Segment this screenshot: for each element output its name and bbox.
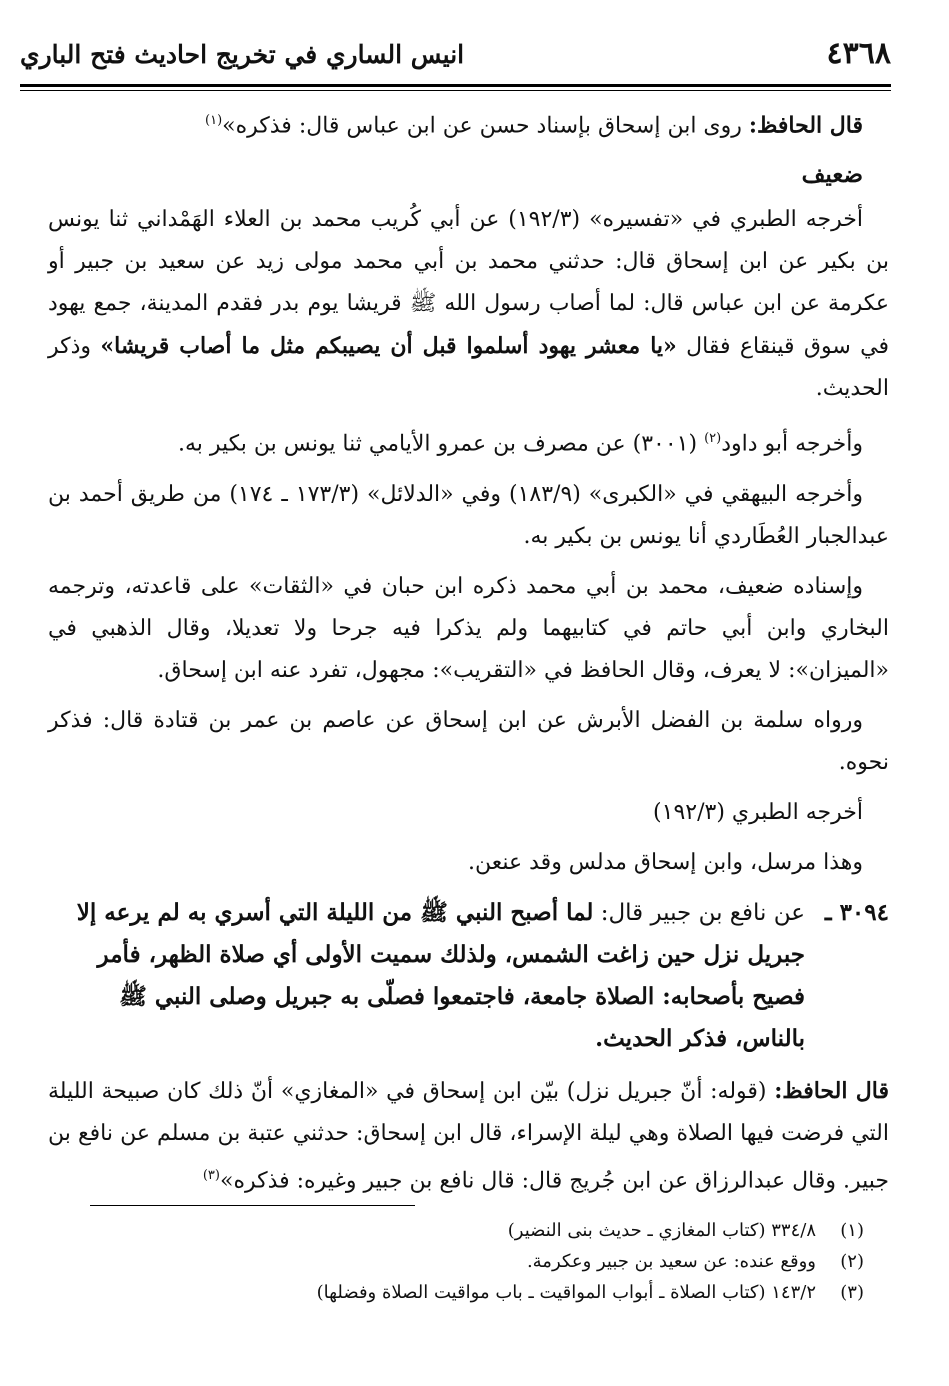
hadith-number: ٣٠٩٤ ـ [824,898,889,926]
mursal-paragraph: وهذا مرسل، وابن إسحاق مدلس وقد عنعن. [468,849,863,875]
isnad-grade-paragraph: وإسناده ضعيف، محمد بن أبي محمد ذكره ابن حبان في «الثقات» على قاعدته، وترجمه البخاري وابن أبي حاتم في كتابيهما ولم يذكرا فيه جرحا ولا تعديلا، وقال الذهبي في «الميزان»: لا يعرف، وقال الحافظ في «التقريب»: مجهول، تفرد عنه ابن إسحاق. [48,573,889,683]
takhrij-paragraph-tabari [48,199,889,410]
hadith-quote: «يا معشر يهود أسلموا قبل أن يصيبكم مثل ما أصاب قريشا» [100,333,677,360]
footnote-ref: (١) [205,113,223,128]
hafiz-text: روى ابن إسحاق بإسناد حسن عن ابن عباس قال: فذكره» [222,113,749,139]
page-header [20,36,891,80]
footnote-text: ووقع عنده: عن سعيد بن جبير وعكرمة. [526,1251,816,1272]
footnote-ref: (٣) [202,1167,220,1183]
hadith-entry [48,892,889,1060]
footnotes [60,1215,864,1308]
hadith-intro: عن نافع بن جبير قال: [593,899,805,926]
hafiz-commentary-paragraph [48,1070,889,1202]
footnote [60,1277,864,1308]
footnote-text: ١٤٣/٢ (كتاب الصلاة ـ أبواب المواقيت ـ باب مواقيت الصلاة وفضلها) [316,1282,816,1303]
paragraph-text: وأخرجه أبو داود [721,431,863,457]
hafiz-text: (قوله: أنّ جبريل نزل) بيّن ابن إسحاق في «المغازي» أنّ ذلك كان صبيحة الليلة التي فرضت فيها الصلاة وهي ليلة الإسراء، قال ابن إسحاق: حدثني عتبة بن مسلم عن نافع بن جبير. وقال عبدالرزاق عن ابن جُريج قال: قال نافع بن جبير وغيره: فذكره» [48,1078,889,1193]
paragraph-tail: وذكر الحديث. [48,334,889,402]
footnote-number: (٢) [840,1251,864,1272]
book-title: انيس الساري في تخريج احاديث فتح الباري [20,40,465,69]
hadith-text: لما أصبح النبي ﷺ من الليلة التي أسري به لم يرعه إلا جبريل نزل حين زاغت الشمس، ولذلك سميت الأولى أي صلاة الظهر، فأمر فصيح بأصحابه: الصلاة جامعة، فاجتمعوا فصلّى به جبريل وصلى النبي ﷺ بالناس، فذكر الحديث. [76,898,805,1052]
footnote-separator [90,1205,415,1206]
tabari-ref-paragraph: أخرجه الطبري (١٩٢/٣) [653,799,863,825]
salama-paragraph: ورواه سلمة بن الفضل الأبرش عن ابن إسحاق عن عاصم بن عمر بن قتادة قال: فذكر نحوه. [48,707,889,775]
takhrij-paragraph-abudawud [48,418,889,465]
grade-heading: ضعيف [801,161,863,189]
paragraph-text: أخرجه الطبري في «تفسيره» (١٩٢/٣) عن أبي كُريب محمد بن العلاء الهَمْداني ثنا يونس بن بكير عن ابن إسحاق قال: حدثني محمد بن أبي محمد مولى زيد عن سعيد بن جبير أو عكرمة عن ابن عباس قال: لما أصاب رسول الله ﷺ قريشا يوم بدر فقدم المدينة، جمع يهود في سوق قينقاع فقال [48,207,890,360]
takhrij-paragraph-bayhaqi: وأخرجه البيهقي في «الكبرى» (١٨٣/٩) وفي «الدلائل» (١٧٣/٣ ـ ١٧٤) من طريق أحمد بن عبدالجبار العُطَاردي أنا يونس بن بكير به. [48,481,889,549]
header-rule [20,84,891,87]
paragraph-tail: (٣٠٠١) عن مصرف بن عمرو الأيامي ثنا يونس بن بكير به. [177,431,705,457]
page-body [48,100,889,1210]
footnote [60,1246,864,1277]
footnote-ref: (٢) [704,431,722,447]
footnote-text: ٣٣٤/٨ (كتاب المغازي ـ حديث بنى النضير) [507,1220,816,1241]
footnote-number: (١) [840,1220,864,1241]
hafiz-label: قال الحافظ: [748,112,863,139]
hafiz-quote-paragraph [48,100,889,147]
page-number: ٤٣٦٨ [826,36,891,71]
header-rule-thin [20,90,891,91]
hafiz-label: قال الحافظ: [774,1077,889,1104]
footnote-number: (٣) [840,1282,864,1303]
footnote [60,1215,864,1246]
